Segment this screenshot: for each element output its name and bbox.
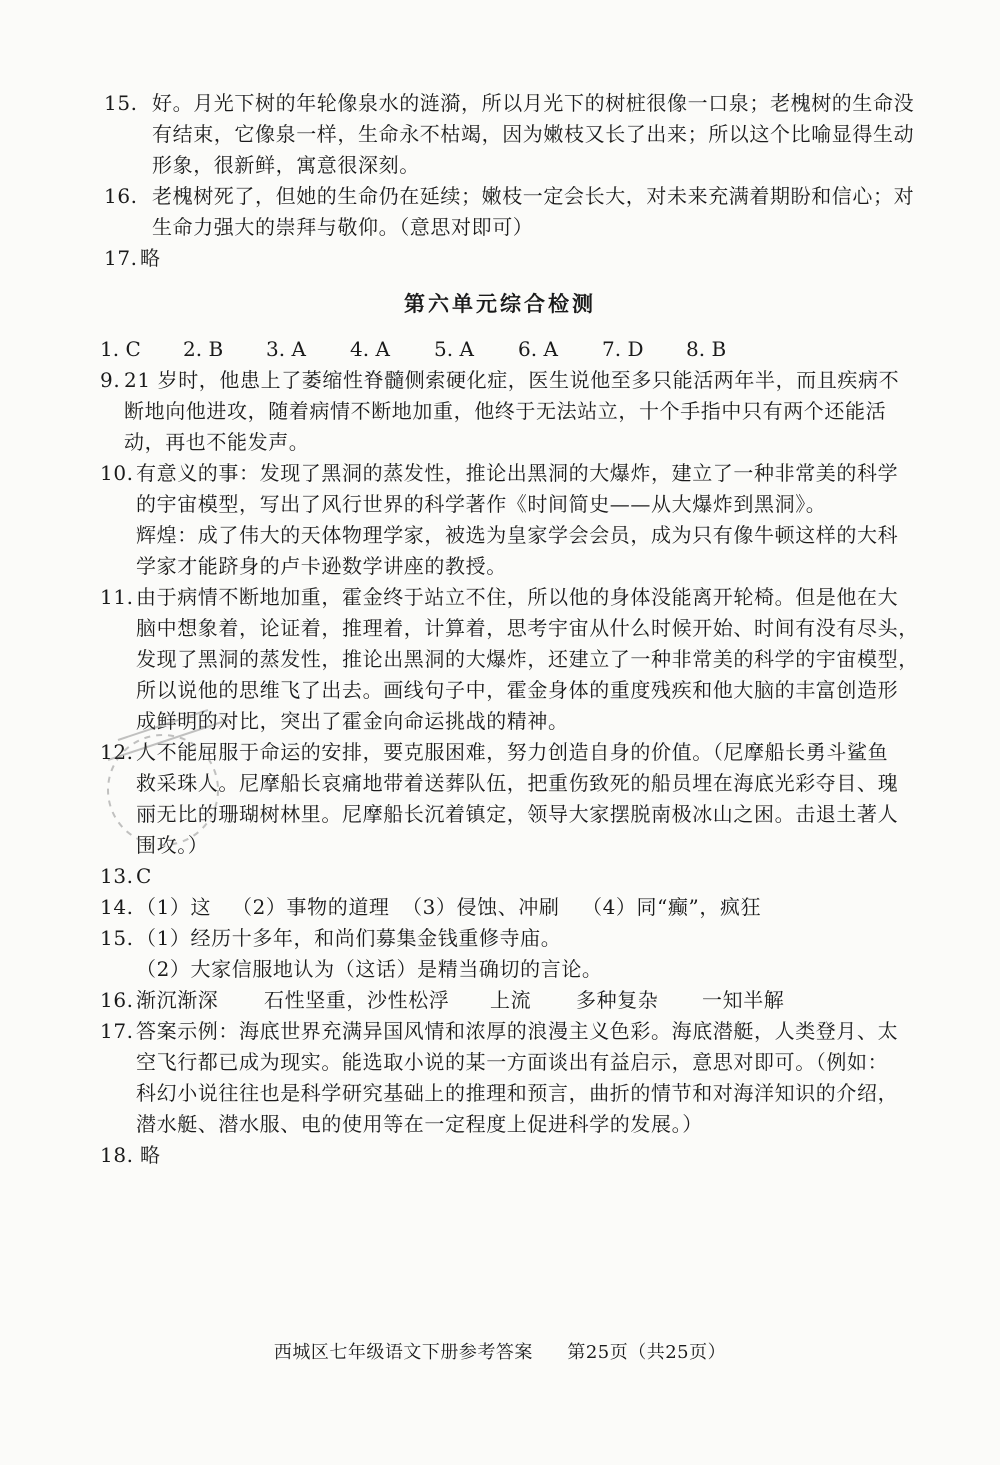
q17b-line-4: 潜水艇、潜水服、电的使用等在一定程度上促进科学的发展。） bbox=[136, 1112, 703, 1136]
q12-line-1: 12. 人不能屈服于命运的安排，要克服困难，努力创造自身的价值。（尼摩船长勇斗鲨鱼 bbox=[100, 740, 889, 764]
footer-page-number: 第25页（共25页） bbox=[567, 1342, 727, 1363]
q15-line-3: 形象，很新鲜，寓意很深刻。 bbox=[152, 153, 420, 177]
q9-line-3: 动，再也不能发声。 bbox=[124, 430, 310, 454]
q15b-line-2: （2）大家信服地认为（这话）是精当确切的言论。 bbox=[136, 957, 603, 981]
watermark-stamp bbox=[88, 700, 258, 870]
q11-line-4: 所以说他的思维飞了出去。画线句子中，霍金身体的重度残疾和他大脑的丰富创造形 bbox=[136, 678, 899, 702]
mc-answer-2: 2. B bbox=[183, 337, 224, 361]
mc-answer-6: 6. A bbox=[518, 337, 558, 361]
q11-line-1: 11. 由于病情不断地加重，霍金终于站立不住，所以他的身体没能离开轮椅。但是他在大 bbox=[100, 585, 899, 609]
q9-line-1: 9. 21 岁时，他患上了萎缩性脊髓侧索硬化症，医生说他至多只能活两年半，而且疾病不 bbox=[100, 368, 900, 392]
mc-answer-3: 3. A bbox=[266, 337, 306, 361]
q16-line-1: 16. 老槐树死了，但她的生命仍在延续；嫩枝一定会长大，对未来充满着期盼和信心；对 bbox=[104, 184, 915, 208]
q17-line: 17. 略 bbox=[104, 246, 161, 270]
footer-title: 西城区七年级语文下册参考答案 bbox=[273, 1342, 533, 1363]
q12-line-2: 救采珠人。尼摩船长哀痛地带着送葬队伍，把重伤致死的船员埋在海底光彩夺目、瑰 bbox=[136, 771, 899, 795]
q17b-line-3: 科幻小说往往也是科学研究基础上的推理和预言，曲折的情节和对海洋知识的介绍， bbox=[136, 1081, 899, 1105]
q16-line-2: 生命力强大的崇拜与敬仰。（意思对即可） bbox=[152, 215, 534, 239]
q12-line-3: 丽无比的珊瑚树林里。尼摩船长沉着镇定，领导大家摆脱南极冰山之困。击退土著人 bbox=[136, 802, 899, 826]
q11-line-3: 发现了黑洞的蒸发性，推论出黑洞的大爆炸，还建立了一种非常美的科学的宇宙模型， bbox=[136, 647, 919, 671]
mc-answer-4: 4. A bbox=[350, 337, 390, 361]
mc-answer-1: 1. C bbox=[100, 337, 141, 361]
q9-line-2: 断地向他进攻，随着病情不断地加重，他终于无法站立，十个手指中只有两个还能活 bbox=[124, 399, 887, 423]
q11-line-5: 成鲜明的对比，突出了霍金向命运挑战的精神。 bbox=[136, 709, 569, 733]
q10-line-3: 辉煌：成了伟大的天体物理学家，被选为皇家学会会员，成为只有像牛顿这样的大科 bbox=[136, 523, 899, 547]
q10-line-4: 学家才能跻身的卢卡逊数学讲座的教授。 bbox=[136, 554, 507, 578]
q16b-line: 16. 渐沉渐深 石性坚重，沙性松浮 上流 多种复杂 一知半解 bbox=[100, 988, 785, 1012]
q17b-line-1: 17. 答案示例：海底世界充满异国风情和浓厚的浪漫主义色彩。海底潜艇，人类登月、太 bbox=[100, 1019, 899, 1043]
section-heading: 第六单元综合检测 bbox=[404, 292, 596, 316]
q14-line: 14. （1）这 （2）事物的道理 （3）侵蚀、冲刷 （4）同“癫”，疯狂 bbox=[100, 895, 762, 919]
q17b-line-2: 空飞行都已成为现实。能选取小说的某一方面谈出有益启示，意思对即可。（例如： bbox=[136, 1050, 889, 1074]
q15-line-1: 15. 好。月光下树的年轮像泉水的涟漪，所以月光下的树桩很像一口泉；老槐树的生命没 bbox=[104, 91, 915, 115]
q12-line-4: 围攻。） bbox=[136, 833, 209, 857]
q15-line-2: 有结束，它像泉一样，生命永不枯竭，因为嫩枝又长了出来；所以这个比喻显得生动 bbox=[152, 122, 915, 146]
q10-line-1: 10. 有意义的事：发现了黑洞的蒸发性，推论出黑洞的大爆炸，建立了一种非常美的科学 bbox=[100, 461, 899, 485]
page-footer bbox=[0, 1338, 1000, 1364]
q10-line-2: 的宇宙模型，写出了风行世界的科学著作《时间简史——从大爆炸到黑洞》。 bbox=[136, 492, 827, 516]
q15b-line-1: 15. （1）经历十多年，和尚们募集金钱重修寺庙。 bbox=[100, 926, 562, 950]
mc-answer-8: 8. B bbox=[686, 337, 727, 361]
q11-line-2: 脑中想象着，论证着，推理着，计算着，思考宇宙从什么时候开始、时间有没有尽头， bbox=[136, 616, 919, 640]
q18-line: 18. 略 bbox=[100, 1143, 161, 1167]
q13-line: 13. C bbox=[100, 864, 152, 888]
mc-answer-7: 7. D bbox=[602, 337, 644, 361]
mc-answer-5: 5. A bbox=[434, 337, 474, 361]
